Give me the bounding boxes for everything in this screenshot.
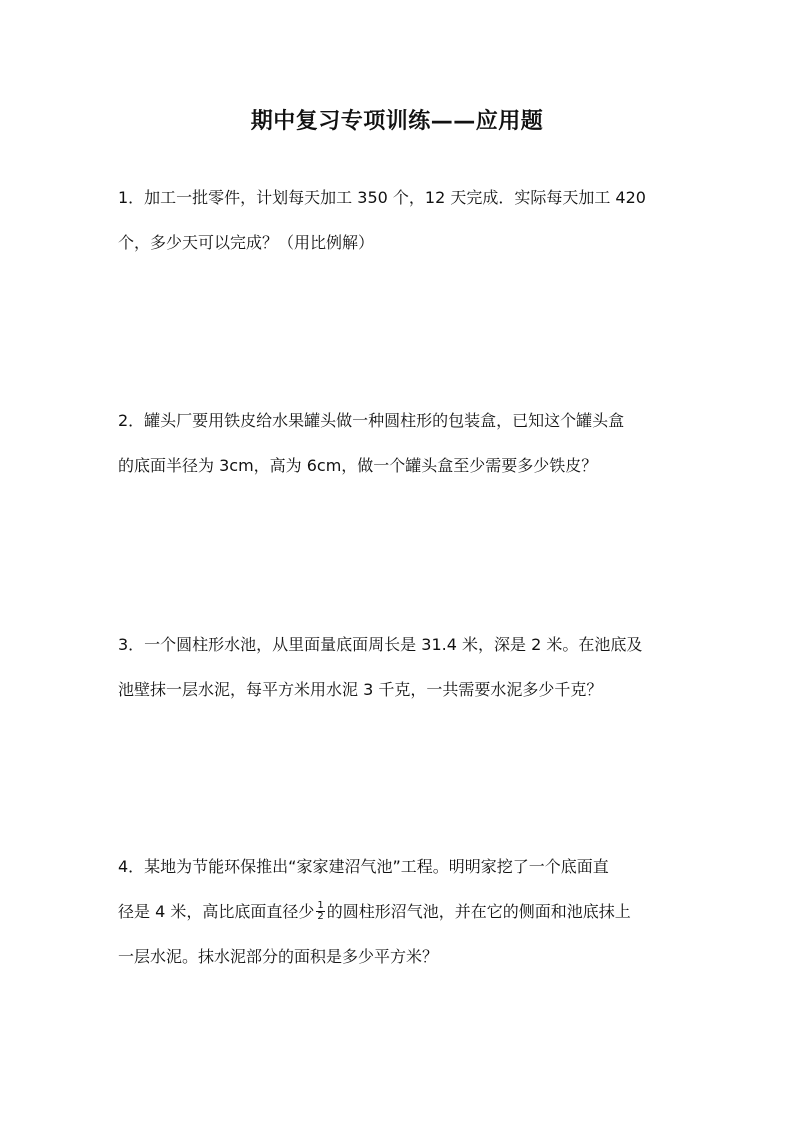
question-1-line-2: 个，多少天可以完成？（用比例解） bbox=[118, 233, 375, 252]
question-1-line-1: 1．加工一批零件，计划每天加工 350 个，12 天完成．实际每天加工 420 bbox=[118, 188, 646, 207]
question-4-line-2-before: 径是 4 米，高比底面直径少 bbox=[118, 902, 315, 921]
question-2-line-2: 的底面半径为 3cm，高为 6cm，做一个罐头盒至少需要多少铁皮？ bbox=[118, 456, 598, 475]
question-3-line-2: 池壁抹一层水泥，每平方米用水泥 3 千克，一共需要水泥多少千克？ bbox=[118, 680, 603, 699]
question-4-line-2-after: 的圆柱形沼气池，并在它的侧面和池底抹上 bbox=[326, 902, 631, 921]
fraction bbox=[316, 901, 324, 922]
question-2-line-1: 2．罐头厂要用铁皮给水果罐头做一种圆柱形的包装盒，已知这个罐头盒 bbox=[118, 411, 625, 430]
question-4-line-1: 4．某地为节能环保推出“家家建沼气池”工程。明明家挖了一个底面直 bbox=[118, 857, 609, 876]
question-4-line-3: 一层水泥。抹水泥部分的面积是多少平方米？ bbox=[118, 947, 439, 966]
fraction-denominator: 2 bbox=[317, 911, 324, 922]
question-3-line-1: 3．一个圆柱形水池，从里面量底面周长是 31.4 米，深是 2 米。在池底及 bbox=[118, 635, 643, 654]
page-title: 期中复习专项训练——应用题 bbox=[250, 109, 544, 134]
fraction-numerator: 1 bbox=[317, 900, 324, 911]
question-4-line-2 bbox=[118, 901, 631, 923]
